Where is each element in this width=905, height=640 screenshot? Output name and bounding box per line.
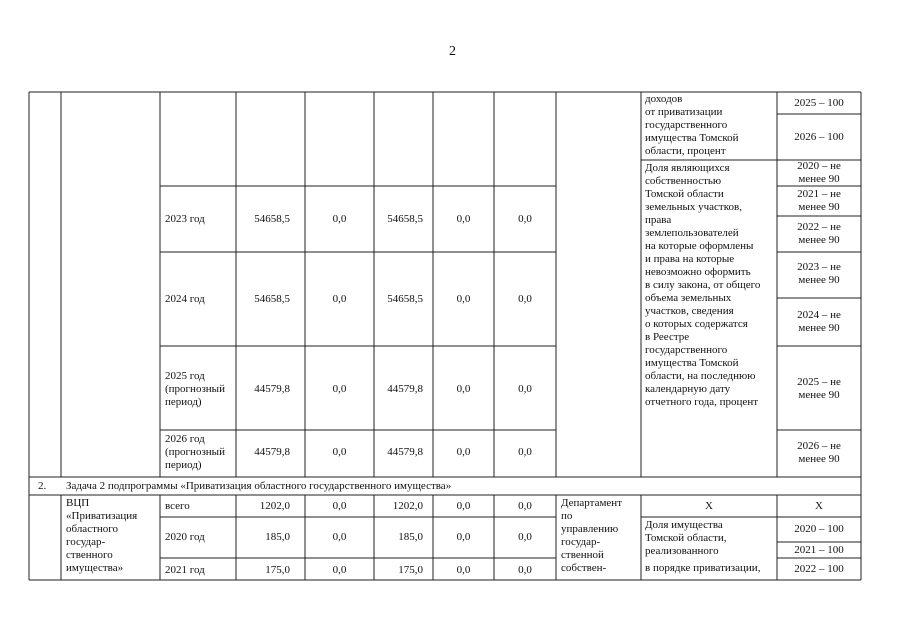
cell-reg-2024: 54658,5 [387, 293, 423, 305]
period-2026-line1: 2026 год [165, 433, 205, 445]
responsible-line: по [561, 510, 573, 522]
indicator2-value-2020-b: менее 90 [798, 173, 840, 185]
cell-fed-2025: 0,0 [332, 383, 347, 395]
period-2025-line1: 2025 год [165, 370, 205, 382]
indicator1-value-2026: 2026 – 100 [794, 131, 844, 143]
cell-other-2023: 0,0 [518, 213, 532, 225]
cell-reg-2023: 54658,5 [387, 213, 423, 225]
vcp-indicator-value-2021: 2021 – 100 [794, 544, 844, 556]
vcp-cell-reg-all: 1202,0 [392, 500, 423, 512]
vcp-cell-total-2021: 175,0 [265, 564, 290, 576]
indicator2-line: и права на которые [645, 253, 735, 265]
indicator2-value-2022-a: 2022 – не [797, 221, 841, 233]
responsible-line: государ- [561, 536, 601, 548]
x-mark-indicator: Х [705, 500, 713, 512]
indicator2-line: земельных участков, [645, 201, 742, 213]
indicator2-value-2021-b: менее 90 [798, 201, 840, 213]
vcp-name-line: ВЦП [66, 497, 90, 509]
cell-total-2023: 54658,5 [254, 213, 290, 225]
indicator2-line: собственностью [645, 175, 722, 187]
vcp-cell-other-all: 0,0 [518, 500, 532, 512]
indicator1-line1: доходов [645, 93, 683, 105]
vcp-period-2021: 2021 год [165, 564, 205, 576]
period-2026-line3: период) [165, 459, 202, 471]
vcp-cell-fed-all: 0,0 [332, 500, 347, 512]
vcp-indicator-line: в порядке приватизации, [645, 562, 761, 574]
period-2025-line3: период) [165, 396, 202, 408]
vcp-cell-fed-2021: 0,0 [332, 564, 347, 576]
indicator1-value-2025: 2025 – 100 [794, 97, 844, 109]
indicator2-line: в силу закона, от общего [645, 279, 761, 291]
cell-other-2024: 0,0 [518, 293, 532, 305]
indicator2-line: на которые оформлены [645, 240, 754, 252]
vcp-period-2020: 2020 год [165, 531, 205, 543]
responsible-line: управлению [561, 523, 619, 535]
indicator2-line: объема земельных [645, 292, 732, 304]
cell-mun-2026: 0,0 [456, 446, 471, 458]
indicator2-line: отчетного года, процент [645, 396, 759, 408]
vcp-cell-other-2021: 0,0 [518, 564, 532, 576]
indicator2-value-2025-b: менее 90 [798, 389, 840, 401]
responsible-line: ственной [561, 549, 604, 561]
indicator2-line: области, на последнюю [645, 370, 756, 382]
section-number: 2. [38, 480, 47, 492]
vcp-cell-total-all: 1202,0 [259, 500, 290, 512]
x-mark-value: Х [815, 500, 823, 512]
indicator2-value-2021-a: 2021 – не [797, 188, 841, 200]
cell-reg-2025: 44579,8 [387, 383, 423, 395]
vcp-cell-mun-2021: 0,0 [456, 564, 471, 576]
vcp-indicator-line: реализованного [645, 545, 719, 557]
indicator2-line: участков, сведения [645, 305, 734, 317]
vcp-name-line: «Приватизация [66, 510, 138, 522]
period-2026-line2: (прогнозный [165, 446, 225, 458]
cell-fed-2024: 0,0 [332, 293, 347, 305]
indicator2-line: календарную дату [645, 383, 731, 395]
indicator2-value-2023-b: менее 90 [798, 274, 840, 286]
indicator1-line2: от приватизации [645, 106, 723, 118]
indicator1-line3: государственного [645, 119, 728, 131]
cell-mun-2023: 0,0 [456, 213, 471, 225]
vcp-name-line: ственного [66, 549, 113, 561]
indicator2-line: имущества Томской [645, 357, 739, 369]
cell-total-2025: 44579,8 [254, 383, 290, 395]
indicator1-line4: имущества Томской [645, 132, 739, 144]
vcp-cell-mun-all: 0,0 [456, 500, 471, 512]
indicator2-line: невозможно оформить [645, 266, 751, 278]
indicator2-line: права [645, 214, 672, 226]
cell-mun-2025: 0,0 [456, 383, 471, 395]
vcp-cell-reg-2021: 175,0 [398, 564, 423, 576]
vcp-indicator-line: Доля имущества [645, 519, 723, 531]
cell-total-2026: 44579,8 [254, 446, 290, 458]
cell-total-2024: 54658,5 [254, 293, 290, 305]
vcp-cell-reg-2020: 185,0 [398, 531, 423, 543]
vcp-cell-total-2020: 185,0 [265, 531, 290, 543]
indicator1-line5: области, процент [645, 145, 726, 157]
indicator2-line: государственного [645, 344, 728, 356]
indicator2-line: Томской области [645, 188, 724, 200]
vcp-name-line: имущества» [66, 562, 124, 574]
indicator2-value-2024-a: 2024 – не [797, 309, 841, 321]
indicator2-line: землепользователей [645, 227, 739, 239]
cell-other-2026: 0,0 [518, 446, 532, 458]
vcp-name-line: областного [66, 523, 119, 535]
page-number: 2 [449, 44, 456, 59]
cell-other-2025: 0,0 [518, 383, 532, 395]
period-2024: 2024 год [165, 293, 205, 305]
indicator2-value-2025-a: 2025 – не [797, 376, 841, 388]
indicator2-value-2023-a: 2023 – не [797, 261, 841, 273]
vcp-indicator-value-2022: 2022 – 100 [794, 563, 844, 575]
indicator2-line: о которых содержатся [645, 318, 748, 330]
indicator2-value-2022-b: менее 90 [798, 234, 840, 246]
indicator2-value-2020-a: 2020 – не [797, 160, 841, 172]
indicator2-value-2026-b: менее 90 [798, 453, 840, 465]
responsible-line: собствен- [561, 562, 607, 574]
vcp-cell-mun-2020: 0,0 [456, 531, 471, 543]
period-2023: 2023 год [165, 213, 205, 225]
responsible-line: Департамент [561, 497, 623, 509]
indicator2-value-2024-b: менее 90 [798, 322, 840, 334]
vcp-name-line: государ- [66, 536, 106, 548]
cell-fed-2026: 0,0 [332, 446, 347, 458]
indicator2-line: Доля являющихся [645, 162, 730, 174]
vcp-indicator-value-2020: 2020 – 100 [794, 523, 844, 535]
cell-fed-2023: 0,0 [332, 213, 347, 225]
vcp-cell-other-2020: 0,0 [518, 531, 532, 543]
cell-mun-2024: 0,0 [456, 293, 471, 305]
period-2025-line2: (прогнозный [165, 383, 225, 395]
cell-reg-2026: 44579,8 [387, 446, 423, 458]
vcp-cell-fed-2020: 0,0 [332, 531, 347, 543]
vcp-indicator-line: Томской области, [645, 532, 727, 544]
section-title: Задача 2 подпрограммы «Приватизация областного государственного имущества» [66, 480, 452, 492]
indicator2-line: в Реестре [645, 331, 690, 343]
indicator2-value-2026-a: 2026 – не [797, 440, 841, 452]
vcp-period-total: всего [165, 500, 190, 512]
